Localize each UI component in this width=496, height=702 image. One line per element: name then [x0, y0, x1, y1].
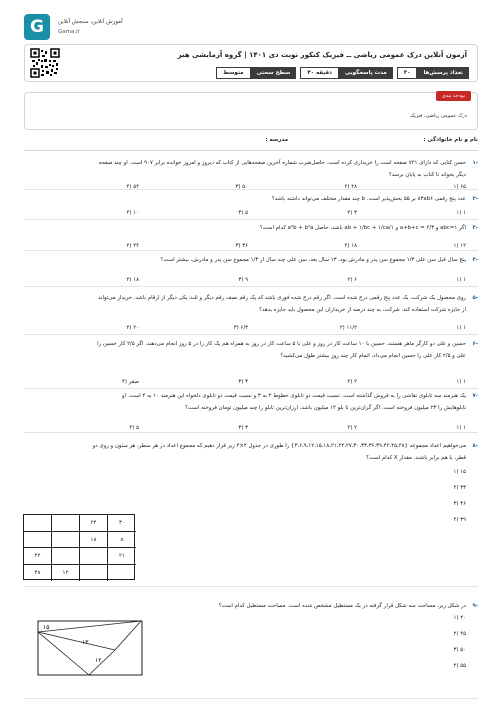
- answer-option-4[interactable]: ۵۴ (۴: [126, 184, 139, 190]
- answer-option-1[interactable]: ۱ (۱: [456, 325, 466, 331]
- answer-option-4[interactable]: ۱۰ (۴: [126, 210, 139, 216]
- table-cell: [24, 515, 52, 532]
- question-number: -۲: [472, 196, 478, 202]
- exam-header: [24, 44, 478, 82]
- magic-square-table: [23, 514, 135, 580]
- answer-option-2[interactable]: ۳۳ (۲: [453, 485, 466, 491]
- answer-option-3[interactable]: ۳ (۳: [238, 379, 248, 385]
- question-text-line: پنج سال قبل سن علی ۱/۳ مجموع سن پدر و مادرش بود. ۱۳ سال بعد، سن علی چند سال از ۱/۳ مجموع سن پدر و مادرش، بیشتر است؟: [160, 257, 466, 263]
- divider: [24, 219, 478, 220]
- site-title: آموزش آنلاین، سنجش آنلاین: [58, 19, 123, 25]
- divider: [24, 432, 478, 433]
- divider: [24, 189, 478, 190]
- question-text-line: دیگر بخواند تا کتاب به پایان برسد؟: [388, 172, 466, 178]
- table-cell: [80, 548, 108, 565]
- divider: [24, 286, 478, 287]
- question-count-value: ۳۰: [397, 67, 418, 79]
- table-cell: ۲۴: [80, 515, 108, 532]
- question-text-line: حسن کتابی که دارای ۷۲۱ صفحه است را خریداری کرده است. حاصل‌ضرب شماره آخرین صفحه‌هایی از کتاب که دیروز و امروز خوانده برابر ۹۰۷ است. او چند صفحه: [98, 160, 466, 166]
- table-cell: ۴۲: [24, 548, 52, 565]
- table-cell: x: [108, 532, 136, 549]
- question-count-label: تعداد پرسش‌ها: [417, 67, 469, 79]
- answer-option-1[interactable]: ۱۲ (۱: [453, 243, 466, 249]
- question-text-line: عدد پنج رقمی ۸۳ab۶ بر ۵۵ بخش‌پذیر است. b چند مقدار مختلف می‌تواند داشته باشد؟: [271, 196, 466, 202]
- question-number: -۱: [472, 160, 478, 166]
- answer-option-2[interactable]: ۶ (۲: [347, 277, 357, 283]
- divider: [24, 150, 478, 151]
- answer-option-1[interactable]: ۴۰ (۱: [453, 615, 466, 621]
- answer-options: [30, 274, 466, 286]
- student-info-row: [24, 137, 478, 149]
- question-7: [24, 390, 478, 434]
- question-number: -۵: [472, 295, 478, 301]
- answer-option-1[interactable]: ۱ (۱: [456, 277, 466, 283]
- question-text-line: اگر abc=۱ و a+b+c = ۲/۳ و ۱/ab + ۱/bc + ۱/ca باشد، حاصل a²b + b²a کدام است؟: [259, 225, 466, 231]
- question-1: [24, 157, 478, 191]
- question-text-line: علی و ۲/۵ کار علی را حسین انجام می‌داد، اتمام کار چند روز بیشتر طول می‌کشید؟: [280, 353, 466, 359]
- answer-option-3[interactable]: ۵ (۳: [238, 210, 248, 216]
- answer-option-4[interactable]: ۵۵ (۴: [453, 663, 466, 669]
- site-url[interactable]: Gama.ir: [58, 29, 80, 35]
- answer-option-4[interactable]: ۵ (۴: [129, 425, 139, 431]
- difficulty-label: سطح سختی: [251, 67, 297, 79]
- question-text-line: تابلوهایش را ۲۳ میلیون فروخته است. اگر گران‌ترین تا بلو ۱۲ میلیون باشد، ارزان‌ترین تابلو را چند میلیون تومان فروخته است؟: [185, 405, 466, 411]
- divider: [24, 334, 478, 335]
- answer-option-1[interactable]: ۱ (۱: [456, 210, 466, 216]
- answer-options: [426, 466, 466, 530]
- question-number: -۸: [472, 443, 478, 449]
- question-text-line: از جایزه شرکت استفاده کند. شرکت، به چند درصد از خریداران این محصول باید جایزه بدهد؟: [259, 307, 466, 313]
- divider: [24, 388, 478, 389]
- logo-icon: G: [24, 14, 50, 40]
- answer-option-1[interactable]: ۶۵ (۱: [453, 184, 466, 190]
- answer-option-2[interactable]: ۲ (۲: [347, 425, 357, 431]
- answer-options: [30, 376, 466, 388]
- answer-option-3[interactable]: ۶/۳ (۳: [233, 325, 248, 331]
- duration-value: ۴۰ دقیقه: [300, 67, 339, 79]
- answer-option-3[interactable]: ۳ (۳: [238, 425, 248, 431]
- table-cell: [52, 532, 80, 549]
- answer-option-2[interactable]: ۳ (۲: [347, 210, 357, 216]
- question-number: -۳: [472, 225, 478, 231]
- question-text-line: حسین و علی دو کارگر ماهر هستند. حسین با ۱۰ ساعت کار در روز و علی با ۵ ساعت کار در روز به همراه هم یک کار را در ۵ روز انجام می‌دهند. اگر ۲/۵ کار حسین را: [97, 341, 466, 347]
- answer-option-2[interactable]: ۴۵ (۲: [453, 631, 466, 637]
- table-cell: [24, 532, 52, 549]
- answer-option-4[interactable]: ۲۰ (۴: [126, 325, 139, 331]
- question-text-line: یک هنرمند سه تابلوی نقاشی را به فروش گذاشته است. نسبت قیمت دو تابلوی خطوط ۲ به ۳ و نسبت قیمت دو تابلوی دلخواه این هنرمند ۱۰ به ۴ است. او: [121, 393, 466, 399]
- exam-title: آزمون آنلاین درک عمومی ریاضی ــ فیزیک کنکور نوبت دی ۱۴۰۱ | گروه آزمایشی هنر: [177, 51, 467, 59]
- answer-option-4[interactable]: ۳۹ (۴: [453, 517, 466, 523]
- answer-option-2[interactable]: ۱۸ (۲: [344, 243, 357, 249]
- question-4: [24, 254, 478, 288]
- divider: [24, 698, 478, 699]
- duration-label: مدت پاسخگویی: [339, 67, 393, 79]
- answer-option-3[interactable]: ۳۶ (۳: [453, 501, 466, 507]
- school-field-label: مدرسه :: [265, 137, 288, 143]
- answer-option-4[interactable]: ۱۸ (۴: [126, 277, 139, 283]
- table-cell: [52, 515, 80, 532]
- table-cell: ۱۸: [80, 532, 108, 549]
- table-cell: [108, 565, 136, 582]
- question-text-line: در شکل زیر، مساحت سه شکل قرار گرفته در یک مستطیل مشخص شده است. مساحت مستطیل کدام است؟: [218, 603, 466, 609]
- exam-info-row: [212, 67, 469, 79]
- question-5: [24, 292, 478, 336]
- answer-options: [30, 322, 466, 334]
- answer-option-4[interactable]: صفر (۴: [121, 379, 139, 385]
- table-cell: ۳۰: [108, 515, 136, 532]
- table-cell: ۱۲: [52, 565, 80, 582]
- question-number: -۴: [472, 257, 478, 263]
- answer-options: [426, 612, 466, 676]
- answer-option-1[interactable]: ۱ (۱: [456, 379, 466, 385]
- answer-option-3[interactable]: ۳۶ (۳: [235, 243, 248, 249]
- qr-code-icon: [30, 48, 60, 78]
- answer-option-2[interactable]: ۲ (۲: [347, 379, 357, 385]
- divider: [24, 250, 478, 251]
- question-number: -۹: [472, 603, 478, 609]
- question-text-line: می‌خواهیم اعداد مجموعه {۳،۶،۹،۱۲،۱۵،۱۸،۲۱،۲۴،۲۷،۳۰،۳۳،۳۶،۳۹،۴۲،۴۵،۴۸} را طوری در جدول ۴×۴ زیر قرار دهیم که مجموع اعداد در هر سطر، هر ستون و روی دو: [92, 443, 466, 449]
- answer-options: [30, 207, 466, 219]
- answer-option-3[interactable]: ۵۰ (۳: [453, 647, 466, 653]
- question-2: [24, 193, 478, 221]
- rectangle-figure: [37, 620, 143, 676]
- area-label-1: ۱۵: [43, 624, 50, 631]
- budget-box: [24, 92, 478, 130]
- table-cell: [52, 548, 80, 565]
- area-label-2: ۱۳: [82, 639, 89, 646]
- table-cell: [80, 565, 108, 582]
- answer-option-2[interactable]: ۱۱/۲ (۲: [339, 325, 357, 331]
- site-logo[interactable]: [24, 14, 144, 42]
- budget-text: درک عمومی ریاضی، فیزیک: [409, 113, 467, 119]
- answer-options: [30, 181, 466, 193]
- answer-option-3[interactable]: ۹ (۳: [238, 277, 248, 283]
- name-field-label: نام و نام خانوادگی :: [423, 137, 478, 143]
- question-text-line: قطر، با هم برابر باشند. مقدار X کدام است؟: [366, 455, 466, 461]
- question-6: [24, 338, 478, 390]
- question-3: [24, 222, 478, 252]
- divider: [24, 586, 478, 587]
- table-cell: ۴۸: [24, 565, 52, 582]
- answer-option-3[interactable]: ۵۰ (۳: [235, 184, 248, 190]
- answer-option-1[interactable]: ۱ (۱: [456, 425, 466, 431]
- answer-option-2[interactable]: ۴۸ (۲: [344, 184, 357, 190]
- answer-option-1[interactable]: ۱۵ (۱: [453, 469, 466, 475]
- question-text-line: روی محصول یک شرکت، یک عدد پنج رقمی درج شده است. اگر رقم درج شده فوری باشد که یک رقم نصف رقم دیگر و ثلث یکی دیگر از ارقام باشد، خریدار می‌تواند: [98, 295, 466, 301]
- question-number: -۶: [472, 341, 478, 347]
- budget-label: بودجه بندی: [436, 91, 471, 101]
- table-cell: ۲۱: [108, 548, 136, 565]
- area-label-3: ۱۲: [95, 657, 102, 664]
- answer-option-4[interactable]: ۲۴ (۴: [126, 243, 139, 249]
- difficulty-value: متوسط: [216, 67, 250, 79]
- question-number: -۷: [472, 393, 478, 399]
